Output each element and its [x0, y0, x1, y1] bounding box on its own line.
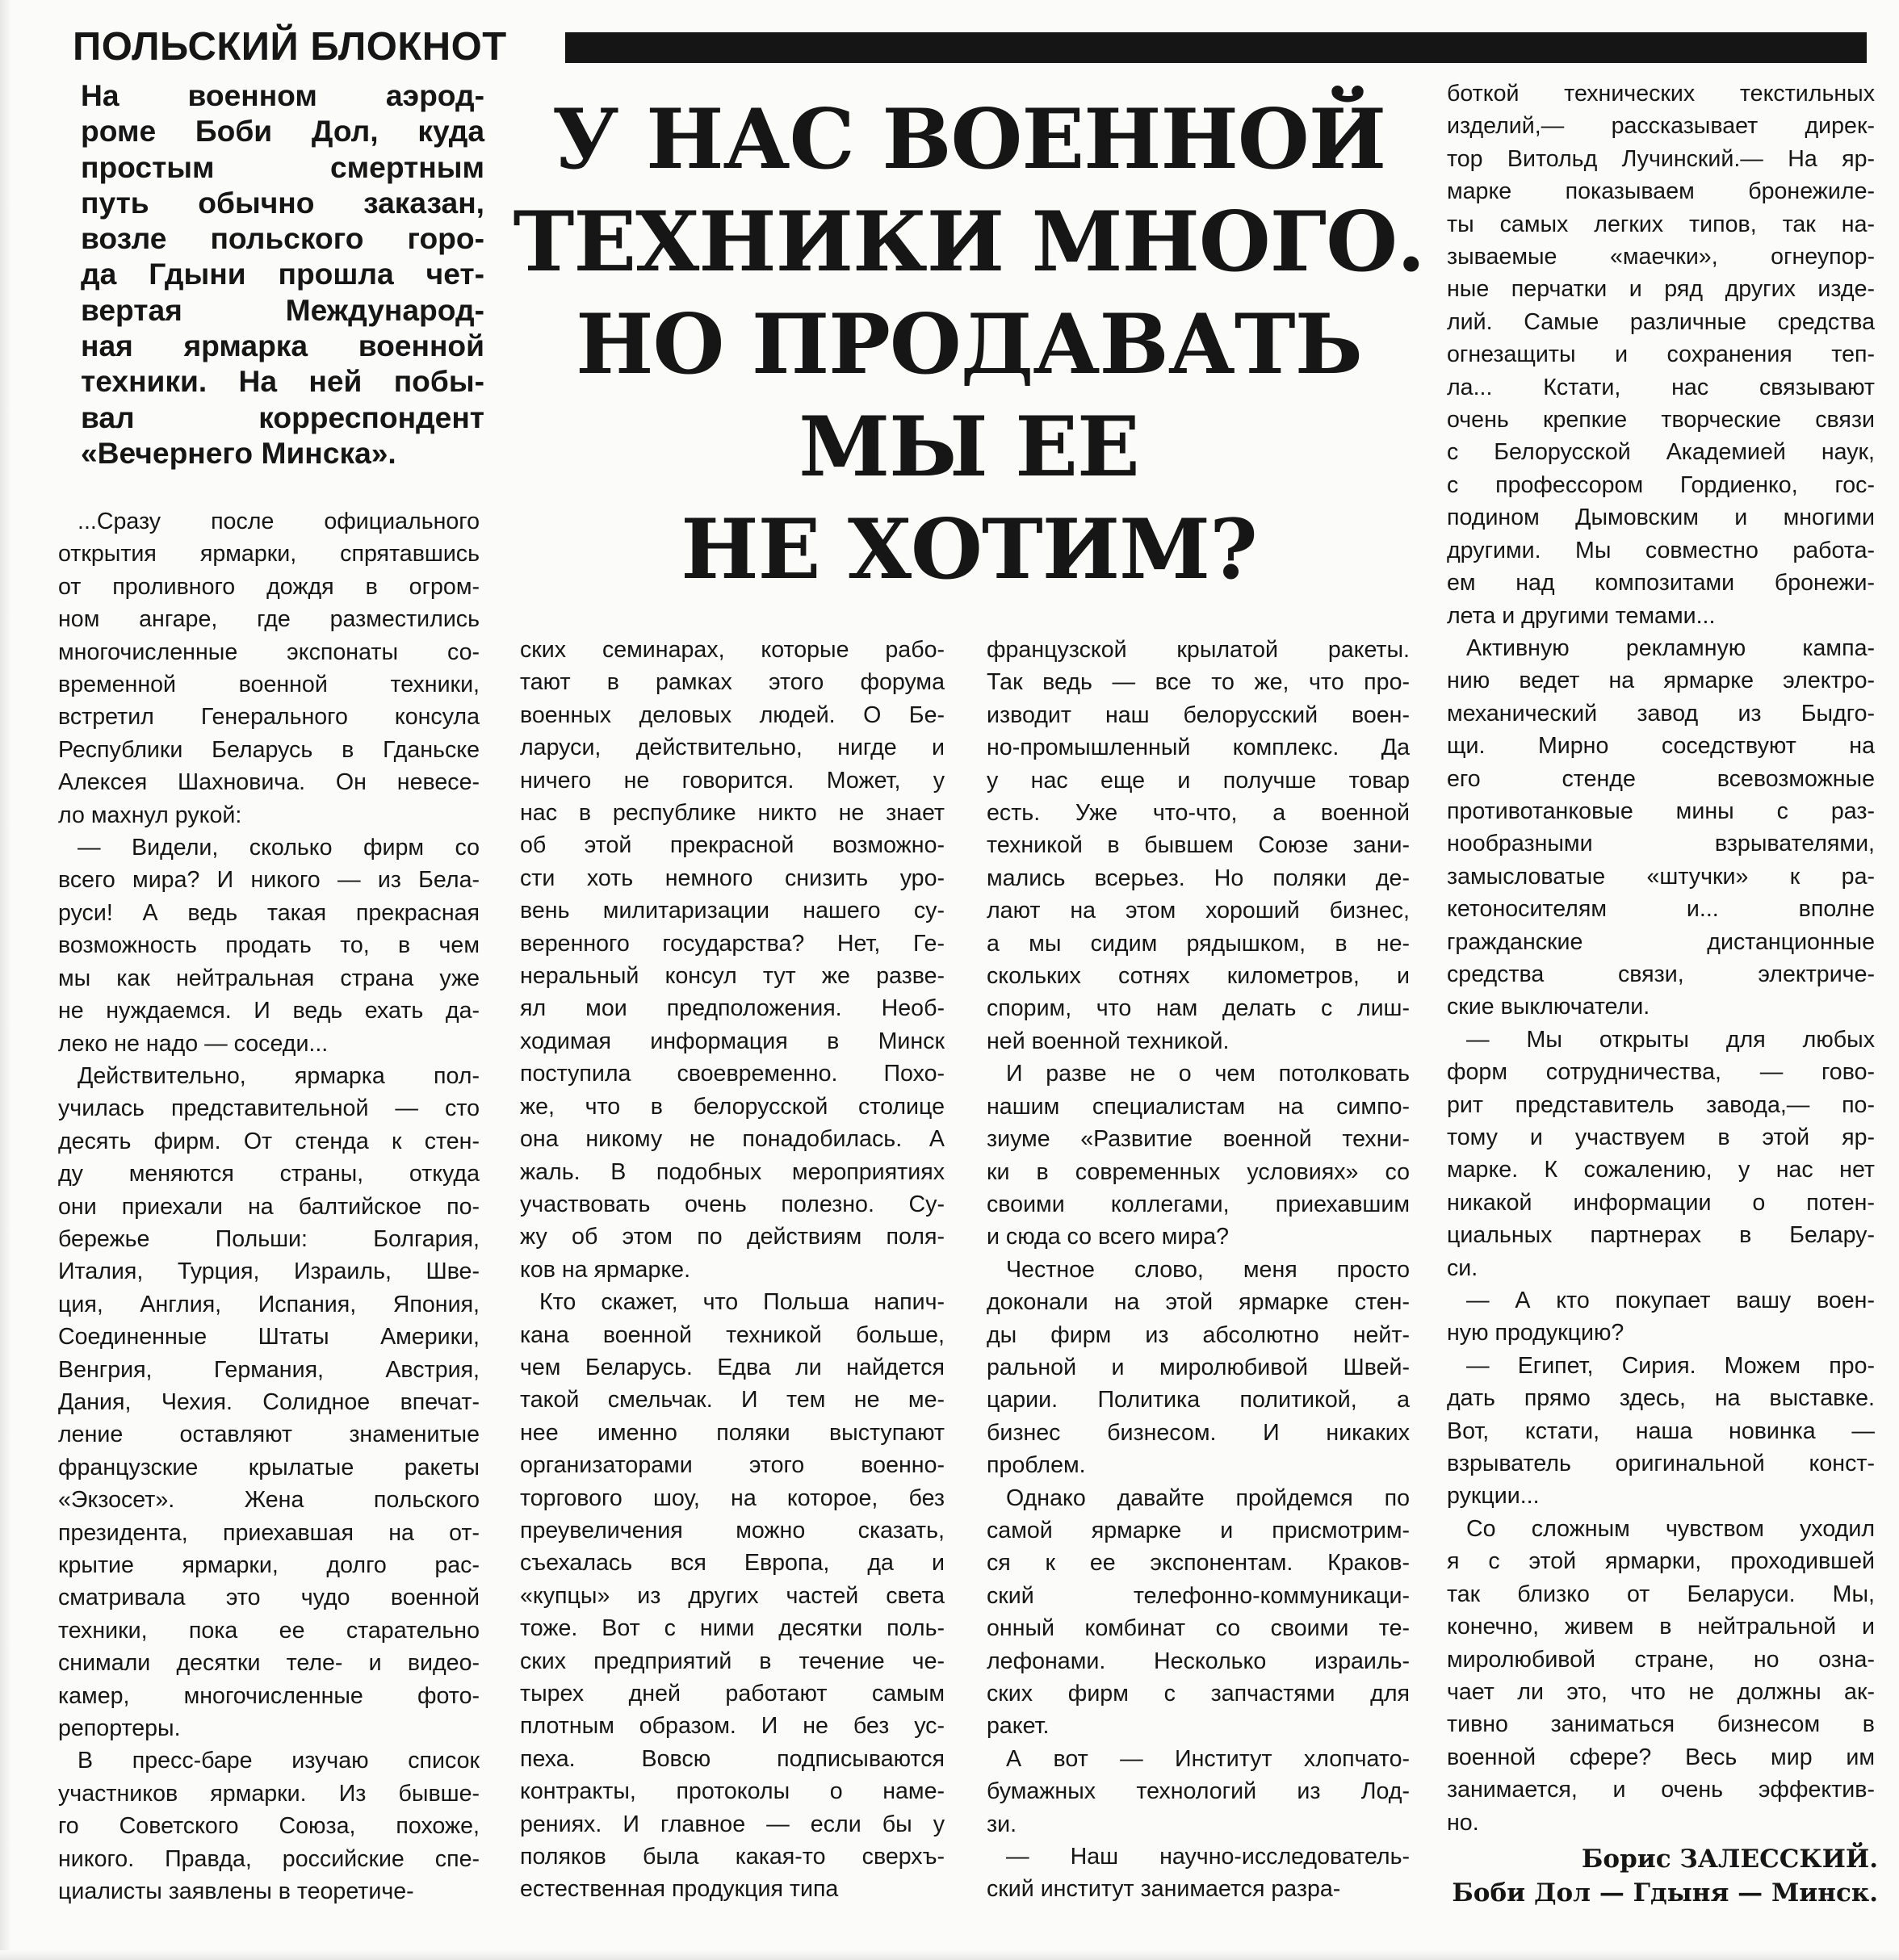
column-line: Кто скажет, что Польша напич-: [539, 1289, 945, 1316]
lead-paragraph: [81, 77, 484, 471]
column-line: самой ярмарке и присмотрим-: [987, 1517, 1410, 1543]
column-line: го Советского Союза, похоже,: [58, 1813, 480, 1840]
column-line: нее именно поляки выступают: [520, 1419, 945, 1446]
headline-line: ТЕХНИКИ МНОГО.: [513, 194, 1425, 291]
column-line: участников ярмарки. Из бывше-: [58, 1780, 480, 1807]
column-line: мы как нейтральная страна уже: [58, 965, 480, 991]
column-line: своими коллегами, приехавшим: [987, 1191, 1410, 1217]
lead-line: путь обычно заказан,: [81, 185, 484, 220]
column-line: военной сфере? Весь мир им: [1447, 1744, 1875, 1770]
headline-line: У НАС ВОЕННОЙ: [551, 91, 1386, 188]
column-line: замысловатые «штучки» к ра-: [1447, 863, 1875, 890]
column-line: тор Витольд Лучинский.— На яр-: [1447, 145, 1875, 172]
column-line: поступила своевременно. Похо-: [520, 1061, 945, 1087]
column-line: они приехали на балтийское по-: [58, 1193, 480, 1220]
column-line: президента, приехавшая на от-: [58, 1519, 480, 1546]
column-line: зиуме «Развитие военной техни-: [987, 1126, 1410, 1153]
column-line: чает ли это, что не должны ак-: [1447, 1678, 1875, 1705]
text-column-2: [520, 634, 945, 1906]
lead-line: да Гдыни прошла чет-: [81, 257, 484, 291]
column-line: кетоносителям и... вполне: [1447, 896, 1875, 923]
column-line: нас в республике никто не знает: [520, 800, 945, 827]
column-line: временной военной техники,: [58, 672, 480, 698]
column-line: ную продукцию?: [1447, 1320, 1624, 1346]
column-line: поляков была какая-то сверхъ-: [520, 1844, 945, 1870]
column-line: об этой прекрасной возможно-: [520, 832, 945, 859]
column-line: изделий,— рассказывает дирек-: [1447, 113, 1875, 140]
column-line: ских предприятий в течение че-: [520, 1648, 945, 1674]
column-line: ты самых легких типов, так на-: [1447, 211, 1875, 237]
column-line: си.: [1447, 1254, 1478, 1281]
column-line: так близко от Беларуси. Мы,: [1447, 1581, 1875, 1607]
column-line: но-промышленный комплекс. Да: [987, 735, 1410, 761]
headline-line: НО ПРОДАВАТЬ: [576, 296, 1362, 393]
column-line: И разве не о чем потолковать: [1006, 1061, 1410, 1087]
column-line: техники, пока ее старательно: [58, 1617, 480, 1644]
column-line: съехалась вся Европа, да и: [520, 1550, 945, 1577]
column-line: ся к ее экспонентам. Краков-: [987, 1550, 1410, 1577]
column-line: онный комбинат со своими те-: [987, 1615, 1410, 1642]
column-line: ских семинарах, которые рабо-: [520, 637, 945, 663]
column-line: камер, многочисленные фото-: [58, 1682, 480, 1709]
column-line: лий. Самые различные средства: [1447, 308, 1875, 335]
column-line: сти хоть немного снизить уро-: [520, 865, 945, 891]
rubric-title: ПОЛЬСКИЙ БЛОКНОТ: [73, 25, 507, 69]
column-line: нашим специалистам на симпо-: [987, 1093, 1410, 1120]
column-line: открытия ярмарки, спрятавшись: [58, 541, 480, 567]
column-line: с Белорусской Академией наук,: [1447, 439, 1875, 466]
column-line: подином Дымовским и многими: [1447, 505, 1875, 531]
column-line: естественная продукция типа: [520, 1876, 839, 1903]
column-line: циалисты заявлены в теоретиче-: [58, 1878, 414, 1905]
column-line: щи. Мирно соседствуют на: [1447, 733, 1875, 760]
column-line: огнезащиты и сохранения теп-: [1447, 341, 1875, 368]
column-line: леко не надо — соседи...: [58, 1030, 329, 1057]
column-line: ция, Англия, Испания, Япония,: [58, 1291, 480, 1317]
column-line: ...Сразу после официального: [78, 509, 480, 534]
column-line: ларуси, действительно, нигде и: [520, 735, 945, 761]
column-line: от проливного дождя в огром-: [58, 573, 480, 600]
column-line: плотным образом. И не без ус-: [520, 1713, 945, 1740]
column-line: нию ведет на ярмарке электро-: [1447, 668, 1875, 694]
column-line: бумажных технологий из Лод-: [987, 1778, 1410, 1805]
column-line: с профессором Гордиенко, гос-: [1447, 471, 1875, 498]
column-line: — Видели, сколько фирм со: [78, 835, 480, 861]
rubric-bar: [565, 32, 1867, 63]
column-line: тому и участвуем в этой яр-: [1447, 1124, 1875, 1150]
signature-line: Борис ЗАЛЕССКИЙ.: [1581, 1845, 1878, 1874]
text-column-3: [987, 634, 1410, 1906]
column-line: средства связи, электриче-: [1447, 961, 1875, 987]
column-line: ков на ярмарке.: [520, 1256, 691, 1283]
column-line: рит представитель завода,— по-: [1447, 1091, 1875, 1118]
column-line: марке показываем бронежиле-: [1447, 178, 1875, 205]
column-line: ракет.: [987, 1713, 1050, 1740]
column-line: ский институт занимается разра-: [987, 1876, 1341, 1903]
column-line: тают в рамках этого форума: [520, 669, 945, 696]
column-line: жу об этом по действиям поля-: [520, 1224, 945, 1250]
column-line: бережье Польши: Болгария,: [58, 1225, 480, 1252]
column-line: лефонами. Несколько израиль-: [987, 1648, 1410, 1674]
column-line: возможность продать то, в чем: [58, 932, 480, 959]
column-line: жаль. В подобных мероприятиях: [520, 1158, 945, 1185]
column-line: ский телефонно-коммуникаци-: [987, 1582, 1410, 1609]
column-line: встретил Генерального консула: [58, 704, 480, 731]
column-line: ходимая информация в Минск: [520, 1028, 945, 1054]
column-line: ном ангаре, где разместились: [58, 606, 480, 633]
column-line: В пресс-баре изучаю список: [78, 1748, 480, 1774]
column-line: а мы сидим рядышком, в не-: [987, 930, 1410, 957]
column-line: я с этой ярмарки, проходившей: [1447, 1548, 1875, 1575]
column-line: училась представительной — сто: [58, 1095, 480, 1122]
column-line: дать прямо здесь, на выставке.: [1447, 1385, 1875, 1412]
headline-line: МЫ ЕЕ: [799, 399, 1139, 496]
column-line: Так ведь — все то же, что про-: [987, 669, 1410, 696]
column-line: ки в современных условиях» со: [987, 1158, 1410, 1185]
text-column-4: [1447, 77, 1875, 1839]
column-line: организаторами этого военно-: [520, 1452, 945, 1479]
column-line: конечно, живем в нейтральной и: [1447, 1614, 1875, 1640]
column-line: ней военной техникой.: [987, 1028, 1230, 1054]
column-line: многочисленные экспонаты со-: [58, 639, 480, 665]
column-line: неральный консул тут же разве-: [520, 963, 945, 990]
signature-line: Боби Дол — Гдыня — Минск.: [1452, 1878, 1878, 1908]
column-line: Венгрия, Германия, Австрия,: [58, 1356, 480, 1383]
lead-line: роме Боби Дол, куда: [81, 114, 484, 149]
column-line: ла... Кстати, нас связывают: [1447, 374, 1875, 400]
column-line: Вот, кстати, наша новинка —: [1447, 1418, 1875, 1444]
column-line: ление оставляют знаменитые: [58, 1422, 480, 1448]
column-line: его стенде всевозможные: [1447, 765, 1875, 792]
column-line: противотанковые мины с раз-: [1447, 798, 1875, 824]
article-headline: [501, 89, 1437, 601]
column-line: зываемые «маечки», огнеупор-: [1447, 244, 1875, 270]
column-line: другими. Мы совместно работа-: [1447, 537, 1875, 563]
column-line: «Экзосет». Жена польского: [58, 1487, 480, 1514]
column-line: гражданские дистанционные: [1447, 928, 1875, 955]
column-line: такой смельчак. И тем не ме-: [520, 1387, 945, 1413]
column-line: ничего не говорится. Может, у: [520, 767, 945, 794]
lead-line: возле польского горо-: [81, 221, 484, 256]
column-line: марке. К сожалению, у нас нет: [1447, 1157, 1875, 1183]
column-line: есть. Уже что-что, а военной: [987, 800, 1410, 827]
scan-edge-bottom: [0, 1950, 1899, 1960]
column-line: военных деловых людей. О Бе-: [520, 701, 945, 728]
column-line: бизнес бизнесом. И никаких: [987, 1419, 1410, 1446]
column-line: торгового шоу, на которое, без: [520, 1485, 945, 1511]
column-line: боткой технических текстильных: [1447, 81, 1875, 107]
column-line: снимали десятки теле- и видео-: [58, 1650, 480, 1677]
column-line: — Наш научно-исследователь-: [1006, 1844, 1410, 1870]
column-line: лают на этом хороший бизнес,: [987, 898, 1410, 924]
column-line: сматривала это чудо военной: [58, 1585, 480, 1611]
column-line: Соединенные Штаты Америки,: [58, 1324, 480, 1351]
column-line: скольких сотнях километров, и: [987, 963, 1410, 990]
column-line: спорим, что нам делать с лиш-: [987, 995, 1410, 1022]
column-line: французской крылатой ракеты.: [987, 637, 1410, 663]
column-line: ял мои предположения. Необ-: [520, 995, 945, 1022]
column-line: форм сотрудничества, — гово-: [1447, 1059, 1875, 1086]
column-line: никакой информации о потен-: [1447, 1189, 1875, 1216]
column-line: тивно заниматься бизнесом в: [1447, 1711, 1875, 1738]
column-line: не нуждаемся. И ведь ехать да-: [58, 998, 480, 1024]
lead-line: вертая Международ-: [81, 292, 484, 327]
column-line: ральной и миролюбивой Швей-: [987, 1354, 1410, 1380]
column-line: ских фирм с запчастями для: [987, 1681, 1410, 1707]
column-line: миролюбивой стране, но озна-: [1447, 1646, 1875, 1673]
column-line: преувеличения можно сказать,: [520, 1517, 945, 1543]
headline-line: НЕ ХОТИМ?: [681, 501, 1257, 598]
column-line: — Египет, Сирия. Можем про-: [1466, 1352, 1875, 1379]
column-line: Алексея Шахновича. Он невесе-: [58, 769, 480, 796]
column-line: — А кто покупает вашу воен-: [1466, 1288, 1875, 1314]
column-line: доконали на этой ярмарке стен-: [987, 1289, 1410, 1316]
column-line: царии. Политика политикой, а: [987, 1387, 1410, 1413]
column-line: техникой в бывшем Союзе зани-: [987, 832, 1410, 859]
column-line: ду меняются страны, откуда: [58, 1161, 480, 1187]
column-line: она никому не понадобилась. А: [520, 1126, 945, 1153]
column-line: кана военной техникой больше,: [520, 1321, 945, 1348]
column-line: крытие ярмарки, долго рас-: [58, 1552, 480, 1578]
column-line: Честное слово, меня просто: [1006, 1256, 1410, 1283]
column-line: Италия, Турция, Израиль, Шве-: [58, 1259, 480, 1285]
column-line: изводит наш белорусский воен-: [987, 701, 1410, 728]
column-line: но.: [1447, 1809, 1479, 1836]
column-line: всего мира? И никого — из Бела-: [58, 867, 480, 894]
column-line: ем над композитами бронежи-: [1447, 570, 1875, 597]
column-line: «купцы» из других частей света: [520, 1582, 945, 1609]
column-line: Действительно, ярмарка пол-: [78, 1062, 480, 1089]
column-line: очень крепкие творческие связи: [1447, 407, 1875, 433]
lead-line: На военном аэрод-: [81, 78, 484, 112]
column-line: никого. Правда, российские спе-: [58, 1845, 480, 1872]
column-line: же, что в белорусской столице: [520, 1093, 945, 1120]
column-line: А вот — Институт хлопчато-: [1006, 1745, 1410, 1772]
lead-line: «Вечернего Минска».: [81, 435, 396, 470]
column-line: Республики Беларусь в Гданьске: [58, 736, 480, 763]
lead-line: ная ярмарка военной: [81, 329, 484, 363]
column-line: руси! А ведь такая прекрасная: [58, 899, 480, 926]
lead-line: техники. На ней побы-: [81, 364, 484, 399]
column-line: механический завод из Быдго-: [1447, 700, 1875, 727]
column-line: ские выключатели.: [1447, 994, 1650, 1020]
column-line: нообразными взрывателями,: [1447, 831, 1875, 857]
column-line: вень милитаризации нашего су-: [520, 898, 945, 924]
column-line: чем Беларусь. Едва ли найдется: [520, 1354, 945, 1380]
text-column-1: [58, 505, 480, 1908]
column-line: веренного государства? Нет, Ге-: [520, 930, 945, 957]
column-line: ды фирм из абсолютно нейт-: [987, 1321, 1410, 1348]
column-line: Активную рекламную кампа-: [1466, 634, 1875, 661]
column-line: ло махнул рукой:: [58, 802, 242, 828]
column-line: контракты, протоколы о наме-: [520, 1778, 945, 1805]
column-line: лета и другими темами...: [1447, 602, 1716, 629]
author-signature: [1426, 1842, 1878, 1910]
column-line: и сюда со всего мира?: [987, 1224, 1230, 1250]
column-line: взрыватель оригинальной конст-: [1447, 1451, 1875, 1477]
scan-edge-left: [0, 0, 11, 1960]
column-line: рукции...: [1447, 1483, 1540, 1510]
column-line: пеха. Вовсю подписываются: [520, 1745, 945, 1772]
column-line: зи.: [987, 1811, 1017, 1837]
column-line: мались всерьез. Но поляки де-: [987, 865, 1410, 891]
column-line: Дания, Чехия. Солидное впечат-: [58, 1388, 480, 1415]
column-line: у нас еще и получше товар: [987, 767, 1410, 794]
lead-line: вал корреспондент: [81, 400, 484, 434]
lead-line: простым смертным: [81, 149, 484, 184]
column-line: Однако давайте пройдемся по: [1006, 1485, 1410, 1511]
column-line: циальных партнерах в Белару-: [1447, 1222, 1875, 1249]
column-line: занимается, и очень эффектив-: [1447, 1777, 1875, 1803]
column-line: Со сложным чувством уходил: [1466, 1515, 1875, 1542]
column-line: репортеры.: [58, 1715, 181, 1742]
column-line: — Мы открыты для любых: [1466, 1026, 1875, 1053]
column-line: тырех дней работают самым: [520, 1681, 945, 1707]
column-line: десять фирм. От стенда к стен-: [58, 1128, 480, 1154]
column-line: тоже. Вот с ними десятки поль-: [520, 1615, 945, 1642]
column-line: французские крылатые ракеты: [58, 1454, 480, 1480]
column-line: ные перчатки и ряд других изде-: [1447, 276, 1875, 303]
column-line: проблем.: [987, 1452, 1086, 1479]
column-line: рениях. И главное — если бы у: [520, 1811, 945, 1837]
column-line: участвовать очень полезно. Су-: [520, 1191, 945, 1217]
